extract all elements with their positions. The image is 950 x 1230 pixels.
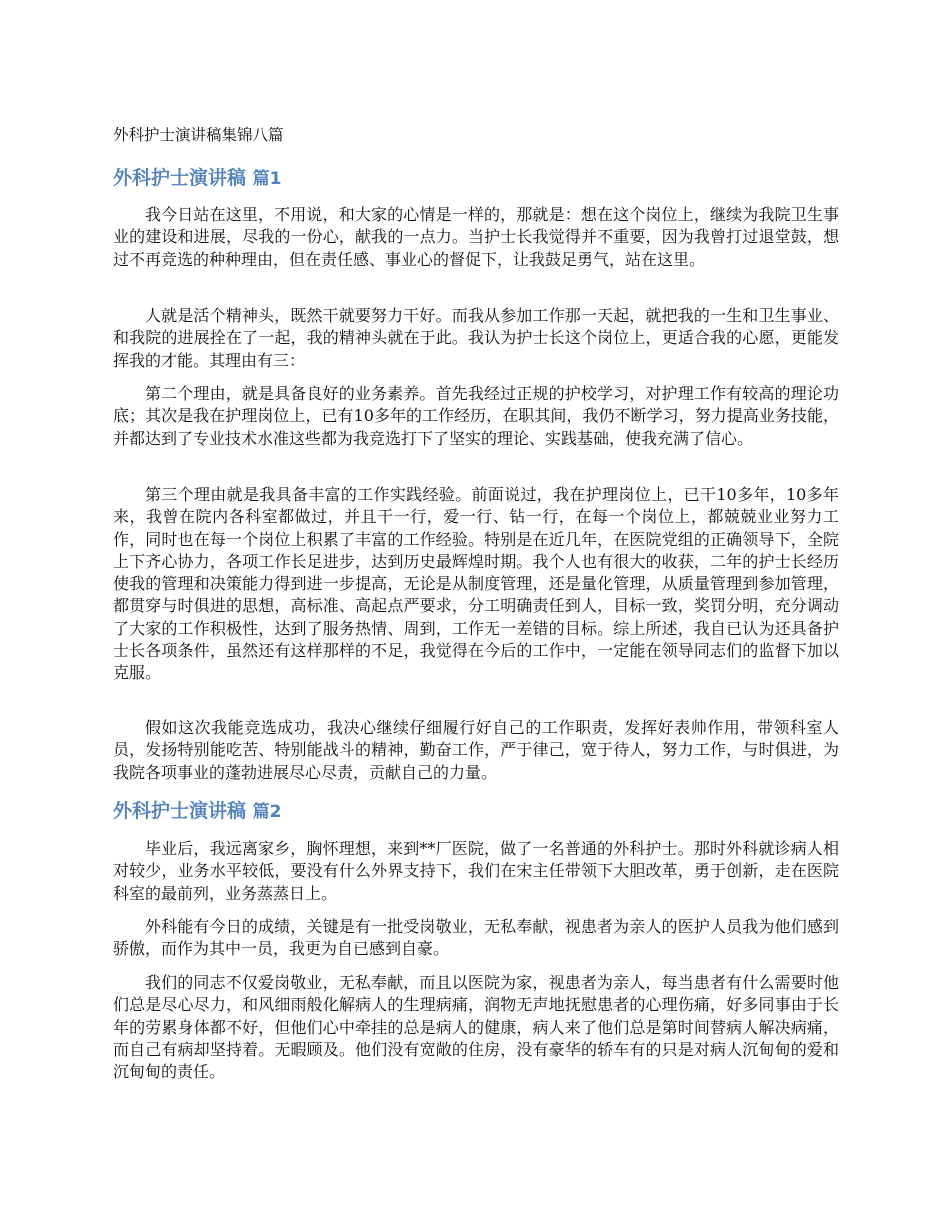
section-heading-text: 外科护士演讲稿 xyxy=(113,800,247,822)
section-heading-text: 外科护士演讲稿 xyxy=(113,167,247,189)
paragraph: 毕业后，我远离家乡，胸怀理想，来到**厂医院，做了一名普通的外科护士。那时外科就诊病人相对较少，业务水平较低，要没有什么外界支持下，我们在宋主任带领下大胆改革，勇于创新，走在医院科室的最前列，业务蒸蒸日上。 xyxy=(113,839,839,903)
section-heading-number: 篇1 xyxy=(252,169,282,189)
paragraph: 第三个理由就是我具备丰富的工作实践经验。前面说过，我在护理岗位上，已干10多年，10多年来，我曾在院内各科室都做过，并且干一行，爱一行、钻一行，在每一个岗位上，都兢兢业业努力工作，同时也在每一个岗位上积累了丰富的工作经验。特别是在近几年，在医院党组的正确领导下，全院上下齐心协力，各项工作长足进步，达到历史最辉煌时期。我个人也有很大的收获，二年的护士长经历使我的管理和决策能力得到进一步提高，无论是从制度管理，还是量化管理，从质量管理到参加管理，都贯穿与时俱进的思想，高标准、高起点严要求，分工明确责任到人，目标一致，奖罚分明，充分调动了大家的工作积极性，达到了服务热情、周到，工作无一差错的目标。综上所述，我自已认为还具备护士长各项条件，虽然还有这样那样的不足，我觉得在今后的工作中，一定能在领导同志们的监督下加以克服。 xyxy=(113,485,839,683)
paragraph: 假如这次我能竞选成功，我决心继续仔细履行好自己的工作职责，发挥好表帅作用，带领科室人员，发扬特别能吃苦、特别能战斗的精神，勤奋工作，严于律己，宽于待人，努力工作，与时俱进，为我院各项事业的蓬勃进展尽心尽责，贡献自己的力量。 xyxy=(113,718,839,782)
paragraph: 外科能有今日的成绩，关键是有一批受岗敬业，无私奉献，视患者为亲人的医护人员我为他们感到骄傲，而作为其中一员，我更为自已感到自豪。 xyxy=(113,917,839,959)
document-title: 外科护士演讲稿集锦八篇 xyxy=(113,126,284,144)
paragraph: 我今日站在这里，不用说，和大家的心情是一样的，那就是：想在这个岗位上，继续为我院卫生事业的建设和进展，尽我的一份心，献我的一点力。当护士长我觉得并不重要，因为我曾打过退堂鼓，想过不再竞选的种种理由，但在责任感、事业心的督促下，让我鼓足勇气，站在这里。 xyxy=(113,205,839,269)
section-heading-number: 篇2 xyxy=(252,802,282,822)
section-heading-2 xyxy=(113,798,281,825)
paragraph: 第二个理由，就是具备良好的业务素养。首先我经过正规的护校学习，对护理工作有较高的理论功底；其次是我在护理岗位上，已有10多年的工作经历，在职其间，我仍不断学习，努力提高业务技能，并都达到了专业技术水准这些都为我竞选打下了坚实的理论、实践基础，使我充满了信心。 xyxy=(113,384,839,448)
section-heading-1 xyxy=(113,165,281,192)
paragraph: 人就是活个精神头，既然干就要努力干好。而我从参加工作那一天起，就把我的一生和卫生事业、和我院的进展拴在了一起，我的精神头就在于此。我认为护士长这个岗位上，更适合我的心愿，更能发挥我的才能。其理由有三： xyxy=(113,306,839,370)
paragraph: 我们的同志不仅爱岗敬业，无私奉献，而且以医院为家，视患者为亲人，每当患者有什么需要时他们总是尽心尽力，和风细雨般化解病人的生理病痛，润物无声地抚慰患者的心理伤痛，好多同事由于长年的劳累身体都不好，但他们心中牵挂的总是病人的健康，病人来了他们总是第时间替病人解决病痛，而自己有病却坚持着。无暇顾及。他们没有宽敞的住房，没有豪华的轿车有的只是对病人沉甸甸的爱和沉甸甸的责任。 xyxy=(113,973,839,1082)
